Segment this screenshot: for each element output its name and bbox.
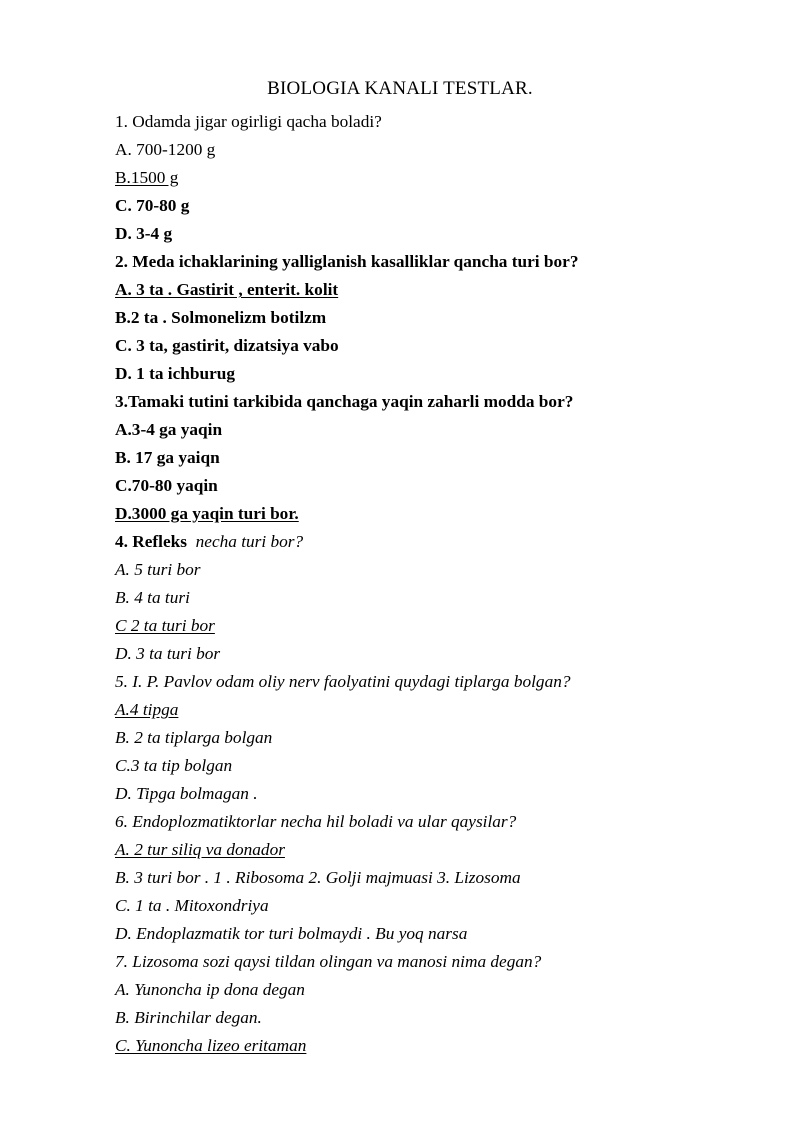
question-4 [115,528,735,556]
answer-6b: B. 3 turi bor . 1 . Ribosoma 2. Golji majmuasi 3. Lizosoma [115,868,521,887]
answer-6a-correct: A. 2 tur siliq va donador [115,840,285,859]
answer-3b: B. 17 ga yaiqn [115,448,220,467]
answer-4d: D. 3 ta turi bor [115,644,221,663]
answer-3d-correct: D.3000 ga yaqin turi bor. [115,504,299,523]
answer-7b: B. Birinchilar degan. [115,1008,262,1027]
answer-6c: C. 1 ta . Mitoxondriya [115,896,269,915]
question-7: 7. Lizosoma sozi qaysi tildan olingan va manosi nima degan? [115,952,542,971]
answer-6d: D. Endoplazmatik tor turi bolmaydi . Bu yoq narsa [115,924,468,943]
question-4-italic: necha turi bor? [195,532,304,551]
answer-1c: C. 70-80 g [115,196,190,215]
question-2: 2. Meda ichaklarining yalliglanish kasalliklar qancha turi bor? [115,252,579,271]
answer-1d: D. 3-4 g [115,224,173,243]
answer-5c: C.3 ta tip bolgan [115,756,233,775]
answer-4b: B. 4 ta turi [115,588,190,607]
document-title: BIOLOGIA KANALI TESTLAR. [267,78,533,99]
answer-7c-correct: C. Yunoncha lizeo eritaman [115,1036,307,1055]
answer-4c-correct: C 2 ta turi bor [115,616,215,635]
question-6: 6. Endoplozmatiktorlar necha hil boladi va ular qaysilar? [115,812,517,831]
answer-1b-correct: B.1500 g [115,168,179,187]
test-questions [115,108,735,1060]
answer-2b: B.2 ta . Solmonelizm botilzm [115,308,327,327]
question-3: 3.Tamaki tutini tarkibida qanchaga yaqin zaharli modda bor? [115,392,574,411]
answer-1a: A. 700-1200 g [115,140,216,159]
answer-2d: D. 1 ta ichburug [115,364,236,383]
answer-5d: D. Tipga bolmagan . [115,784,258,803]
answer-3c: C.70-80 yaqin [115,476,218,495]
answer-2c: C. 3 ta, gastirit, dizatsiya vabo [115,336,339,355]
question-1: 1. Odamda jigar ogirligi qacha boladi? [115,112,382,131]
question-5: 5. I. P. Pavlov odam oliy nerv faolyatini quydagi tiplarga bolgan? [115,672,571,691]
answer-5a-correct: A.4 tipga [115,700,179,719]
answer-7a: A. Yunoncha ip dona degan [115,980,305,999]
answer-3a: A.3-4 ga yaqin [115,420,223,439]
answer-2a-correct: A. 3 ta . Gastirit , enterit. kolit [115,280,339,299]
question-4-bold: 4. Refleks [115,532,187,551]
answer-4a: A. 5 turi bor [115,560,201,579]
answer-5b: B. 2 ta tiplarga bolgan [115,728,273,747]
